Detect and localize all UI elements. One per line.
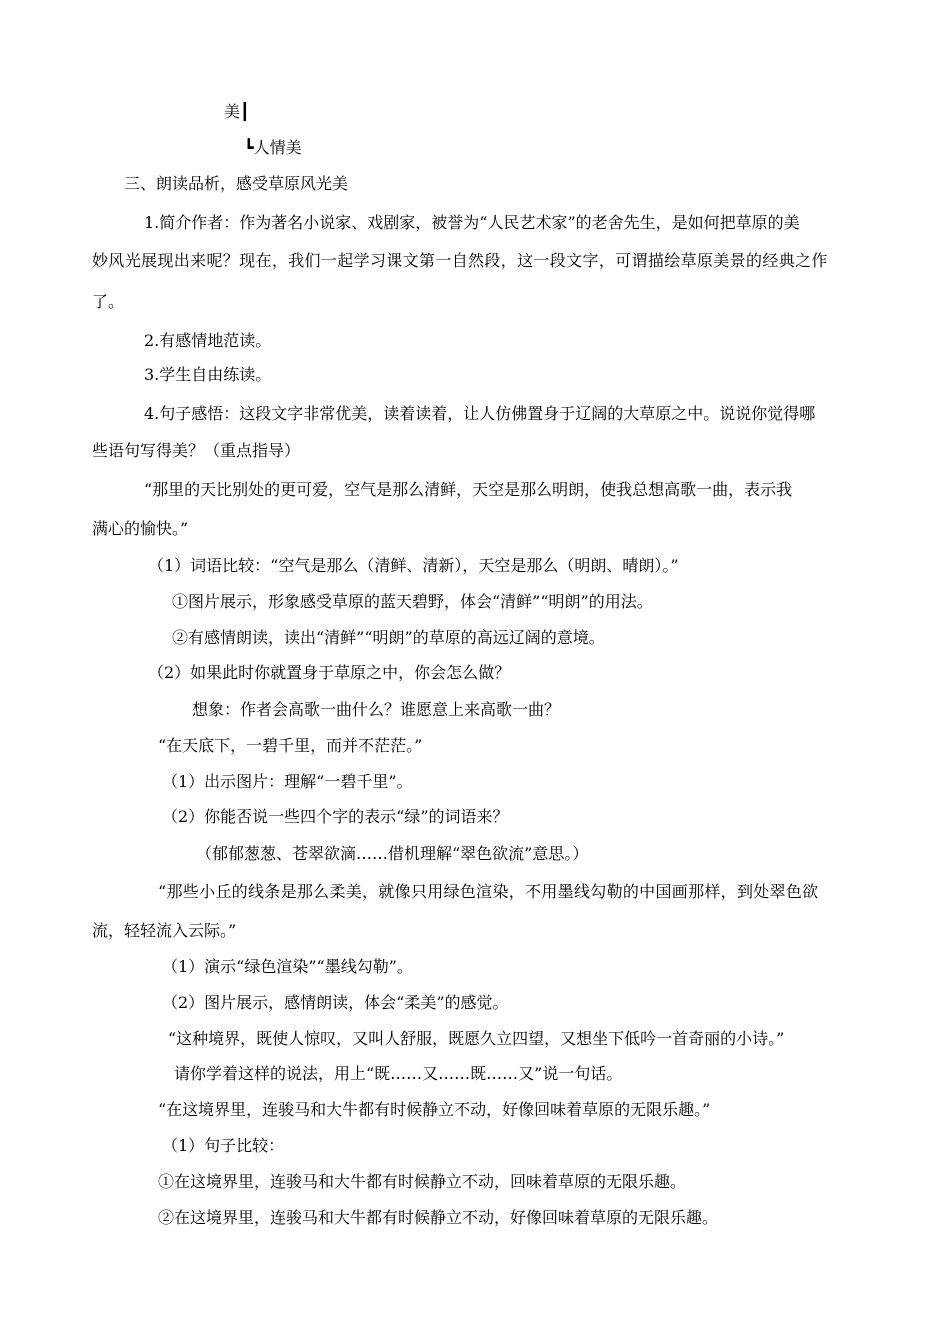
paragraph-line: 妙风光展现出来呢？现在，我们一起学习课文第一自然段，这一段文字，可谓描绘草原美景的经典之作 — [92, 251, 828, 270]
paragraph-line: ②在这境界里，连骏马和大牛都有时候静立不动，好像回味着草原的无限乐趣。 — [158, 1208, 719, 1227]
paragraph-line: ①图片展示，形象感受草原的蓝天碧野，体会“清鲜”“明朗”的用法。 — [172, 592, 653, 611]
paragraph-line: （2）如果此时你就置身于草原之中，你会怎么做？ — [148, 663, 511, 682]
paragraph-line: 请你学着这样的说法，用上“既……又……既……又”说一句话。 — [174, 1064, 623, 1083]
paragraph-line: 4.句子感悟：这段文字非常优美，读着读着，让人仿佛置身于辽阔的大草原之中。说说你觉得哪 — [144, 404, 816, 423]
quote-line: “那里的天比别处的更可爱，空气是那么清鲜，天空是那么明朗，使我总想高歌一曲，表示我 — [144, 480, 793, 499]
paragraph-line: （1）出示图片：理解“一碧千里”。 — [162, 772, 413, 791]
quote-line: “那些小丘的线条是那么柔美，就像只用绿色渲染，不用墨线勾勒的中国画那样，到处翠色欲 — [158, 882, 819, 901]
quote-line: “在天底下，一碧千里，而并不茫茫。” — [158, 736, 423, 755]
paragraph-line: 2.有感情地范读。 — [144, 331, 272, 350]
paragraph-line: 想象：作者会高歌一曲什么？谁愿意上来高歌一曲？ — [192, 700, 561, 719]
quote-line: 流，轻轻流入云际。” — [92, 921, 237, 940]
paragraph-line: 了。 — [92, 292, 125, 311]
quote-line: “在这境界里，连骏马和大牛都有时候静立不动，好像回味着草原的无限乐趣。” — [158, 1100, 711, 1119]
paragraph-line: （2）图片展示，感情朗读，体会“柔美”的感觉。 — [162, 993, 509, 1012]
quote-line: 满心的愉快。” — [92, 519, 189, 538]
paragraph-line: 1.简介作者：作为著名小说家、戏剧家，被誉为“人民艺术家”的老舍先生，是如何把草原的美 — [144, 213, 800, 232]
paragraph-line: （郁郁葱葱、苍翠欲滴……借机理解“翠色欲流”意思。） — [196, 844, 589, 863]
paragraph-line: ②有感情朗读，读出“清鲜”“明朗”的草原的高远辽阔的意境。 — [172, 628, 605, 647]
paragraph-line: （1）词语比较：“空气是那么（清鲜、清新），天空是那么（明朗、晴朗）。” — [148, 556, 679, 575]
paragraph-line: ①在这境界里，连骏马和大牛都有时候静立不动，回味着草原的无限乐趣。 — [158, 1172, 687, 1191]
section-heading: 三、朗读品析，感受草原风光美 — [124, 174, 349, 193]
outline-line-mei: 美┃ — [224, 102, 250, 121]
outline-line-renqing: ┗人情美 — [244, 138, 302, 157]
paragraph-line: 些语句写得美？（重点指导） — [92, 441, 301, 460]
paragraph-line: （1）句子比较： — [162, 1136, 285, 1155]
paragraph-line: （1）演示“绿色渲染”“墨线勾勒”。 — [162, 957, 413, 976]
quote-line: “这种境界，既使人惊叹，又叫人舒服，既愿久立四望，又想坐下低吟一首奇丽的小诗。” — [168, 1029, 785, 1048]
paragraph-line: （2）你能否说一些四个字的表示“绿”的词语来？ — [162, 807, 509, 826]
paragraph-line: 3.学生自由练读。 — [144, 365, 272, 384]
